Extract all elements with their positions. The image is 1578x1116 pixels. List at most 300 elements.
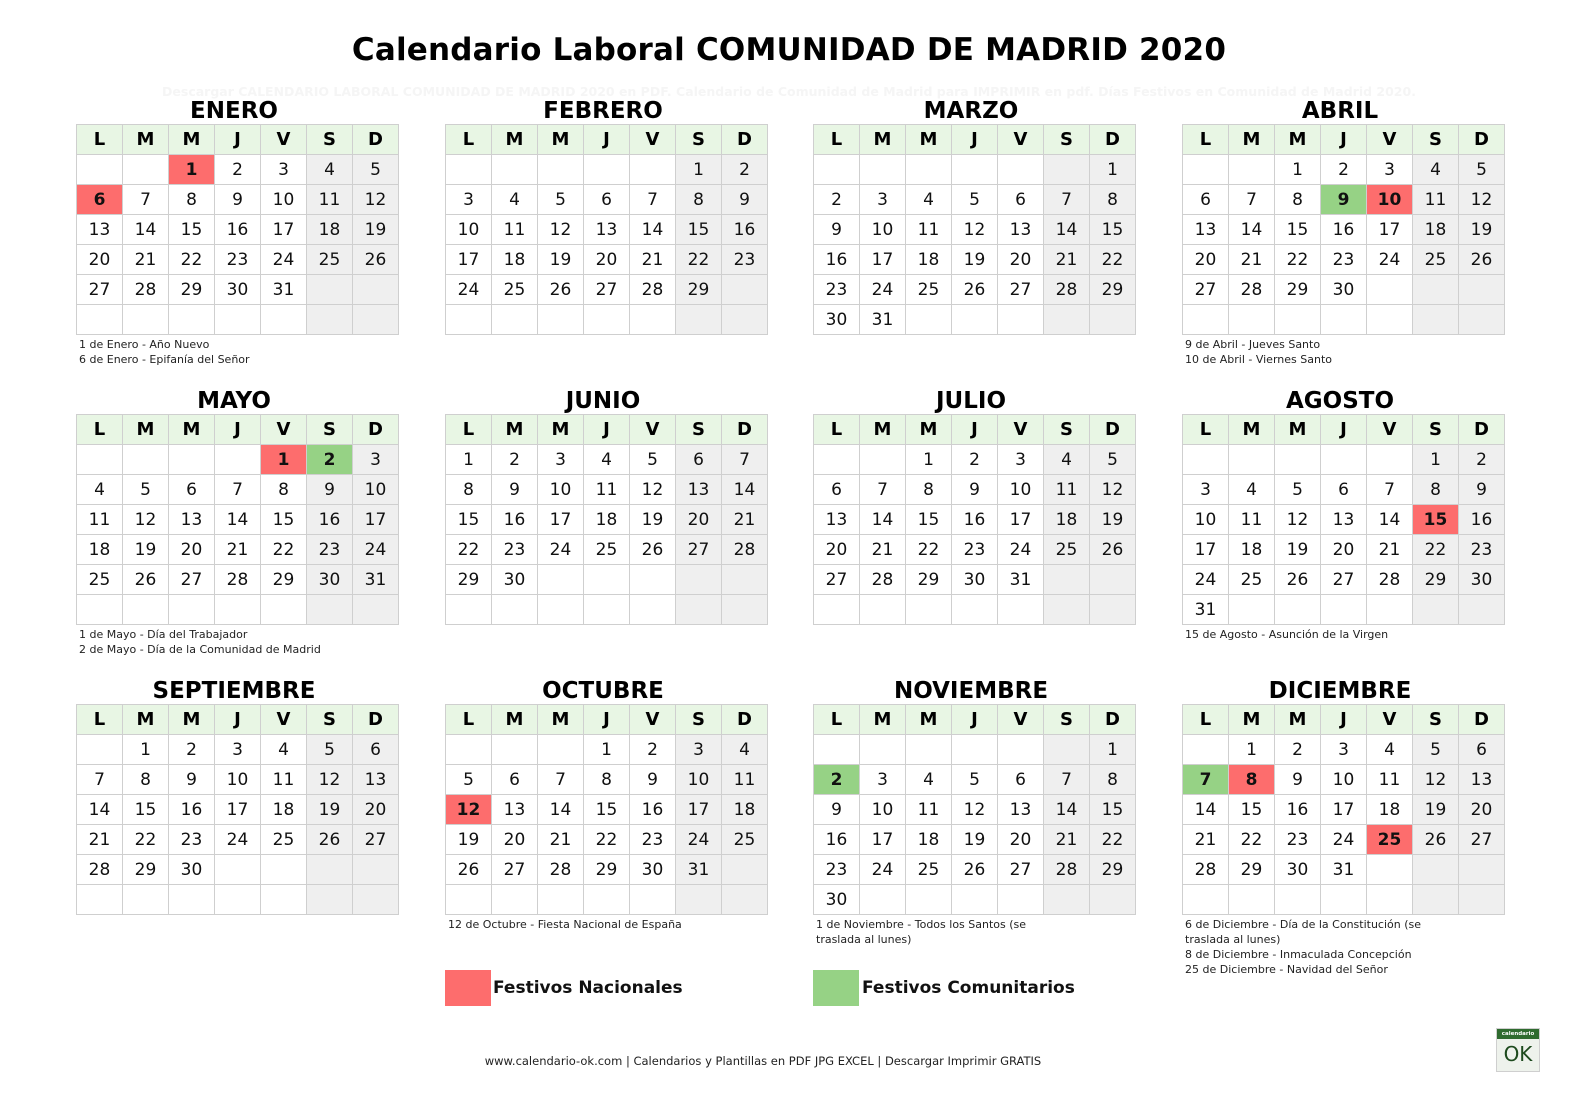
day-cell: 10 — [860, 795, 906, 825]
empty-cell — [307, 275, 353, 305]
empty-cell — [906, 305, 952, 335]
week-row — [1183, 215, 1505, 245]
holiday-note: 1 de Enero - Año Nuevo — [79, 338, 210, 351]
day-cell: 24 — [1321, 825, 1367, 855]
empty-cell — [353, 595, 399, 625]
month-name: DICIEMBRE — [1268, 678, 1412, 704]
month-name: FEBRERO — [543, 98, 663, 124]
week-row — [814, 735, 1136, 765]
national-holiday-swatch — [445, 970, 491, 1006]
month-name: JULIO — [936, 388, 1006, 414]
empty-cell — [215, 855, 261, 885]
day-cell: 1 — [584, 735, 630, 765]
day-cell-national-holiday: 1 — [169, 155, 215, 185]
day-cell: 17 — [353, 505, 399, 535]
empty-cell — [169, 445, 215, 475]
day-cell: 13 — [676, 475, 722, 505]
day-cell-national-holiday: 25 — [1367, 825, 1413, 855]
day-cell: 4 — [77, 475, 123, 505]
empty-cell — [77, 155, 123, 185]
empty-cell — [446, 735, 492, 765]
day-cell: 17 — [215, 795, 261, 825]
day-cell-regional-holiday: 9 — [1321, 185, 1367, 215]
empty-cell — [446, 305, 492, 335]
empty-cell — [261, 305, 307, 335]
day-cell: 28 — [1183, 855, 1229, 885]
week-row — [814, 765, 1136, 795]
day-cell: 28 — [1044, 855, 1090, 885]
week-row — [1183, 305, 1505, 335]
empty-cell — [584, 595, 630, 625]
day-cell: 29 — [1090, 275, 1136, 305]
empty-cell — [814, 735, 860, 765]
weekday-header: J — [215, 125, 261, 155]
empty-cell — [630, 305, 676, 335]
month-name: ABRIL — [1301, 98, 1379, 124]
weekday-header: L — [446, 125, 492, 155]
week-row — [1183, 565, 1505, 595]
day-cell: 26 — [307, 825, 353, 855]
calendario-ok-logo[interactable] — [1496, 1028, 1540, 1072]
day-cell: 27 — [492, 855, 538, 885]
day-cell: 27 — [1459, 825, 1505, 855]
month-name: SEPTIEMBRE — [152, 678, 316, 704]
day-cell: 31 — [676, 855, 722, 885]
day-cell: 7 — [722, 445, 768, 475]
day-cell: 10 — [998, 475, 1044, 505]
weekday-header: J — [584, 415, 630, 445]
day-cell: 15 — [1090, 795, 1136, 825]
week-row — [1183, 765, 1505, 795]
day-cell: 24 — [676, 825, 722, 855]
day-cell: 11 — [1229, 505, 1275, 535]
weekday-header: M — [123, 125, 169, 155]
day-cell: 9 — [492, 475, 538, 505]
day-cell: 11 — [722, 765, 768, 795]
week-row — [446, 475, 768, 505]
empty-cell — [998, 155, 1044, 185]
empty-cell — [952, 595, 998, 625]
day-cell: 23 — [814, 855, 860, 885]
weekday-header: J — [215, 415, 261, 445]
weekday-header: S — [1044, 125, 1090, 155]
day-cell: 19 — [1413, 795, 1459, 825]
week-row — [77, 245, 399, 275]
weekday-header: S — [1413, 705, 1459, 735]
empty-cell — [952, 735, 998, 765]
day-cell: 21 — [215, 535, 261, 565]
weekday-header: L — [814, 705, 860, 735]
day-cell: 1 — [1413, 445, 1459, 475]
empty-cell — [1229, 445, 1275, 475]
day-cell: 31 — [261, 275, 307, 305]
weekday-header: V — [630, 125, 676, 155]
day-cell-national-holiday: 15 — [1413, 505, 1459, 535]
holiday-note: 10 de Abril - Viernes Santo — [1185, 353, 1332, 366]
weekday-header: M — [492, 705, 538, 735]
day-cell: 16 — [630, 795, 676, 825]
day-cell: 18 — [261, 795, 307, 825]
day-cell: 9 — [814, 215, 860, 245]
day-cell: 4 — [1367, 735, 1413, 765]
weekday-header: S — [1413, 415, 1459, 445]
day-cell: 14 — [860, 505, 906, 535]
day-cell: 6 — [998, 765, 1044, 795]
day-cell: 18 — [307, 215, 353, 245]
week-row — [1183, 825, 1505, 855]
day-cell: 10 — [261, 185, 307, 215]
month-table — [813, 414, 1136, 625]
empty-cell — [1090, 885, 1136, 915]
day-cell: 5 — [307, 735, 353, 765]
day-cell: 26 — [952, 855, 998, 885]
week-row — [77, 505, 399, 535]
month-septiembre — [76, 678, 392, 915]
empty-cell — [307, 595, 353, 625]
day-cell: 17 — [446, 245, 492, 275]
holiday-note: 6 de Diciembre - Día de la Constitución (se — [1185, 918, 1422, 931]
day-cell: 15 — [261, 505, 307, 535]
day-cell: 18 — [1229, 535, 1275, 565]
week-row — [446, 505, 768, 535]
empty-cell — [1367, 885, 1413, 915]
day-cell: 19 — [538, 245, 584, 275]
holiday-notes — [1182, 627, 1498, 642]
empty-cell — [492, 595, 538, 625]
day-cell: 23 — [630, 825, 676, 855]
empty-cell — [1229, 305, 1275, 335]
day-cell: 11 — [1367, 765, 1413, 795]
weekday-header: M — [538, 705, 584, 735]
weekday-header: L — [814, 125, 860, 155]
day-cell: 16 — [169, 795, 215, 825]
day-cell: 2 — [814, 185, 860, 215]
holiday-note: 1 de Noviembre - Todos los Santos (se — [816, 918, 1027, 931]
holiday-note: 6 de Enero - Epifanía del Señor — [79, 353, 250, 366]
day-cell: 20 — [584, 245, 630, 275]
week-row — [77, 445, 399, 475]
day-cell: 10 — [676, 765, 722, 795]
day-cell: 28 — [77, 855, 123, 885]
month-name: AGOSTO — [1285, 388, 1395, 414]
day-cell: 14 — [215, 505, 261, 535]
day-cell: 9 — [215, 185, 261, 215]
weekday-header: L — [446, 415, 492, 445]
empty-cell — [1183, 885, 1229, 915]
holiday-notes — [76, 337, 392, 367]
empty-cell — [676, 595, 722, 625]
day-cell: 22 — [1090, 825, 1136, 855]
week-row — [814, 155, 1136, 185]
day-cell: 6 — [353, 735, 399, 765]
weekday-header: S — [1044, 705, 1090, 735]
day-cell: 10 — [446, 215, 492, 245]
day-cell: 29 — [446, 565, 492, 595]
day-cell: 17 — [998, 505, 1044, 535]
day-cell: 21 — [77, 825, 123, 855]
empty-cell — [538, 305, 584, 335]
day-cell: 31 — [860, 305, 906, 335]
empty-cell — [1090, 595, 1136, 625]
month-julio — [813, 388, 1129, 625]
empty-cell — [906, 595, 952, 625]
day-cell: 8 — [1275, 185, 1321, 215]
day-cell: 15 — [584, 795, 630, 825]
week-row — [814, 505, 1136, 535]
holiday-note: 9 de Abril - Jueves Santo — [1185, 338, 1321, 351]
empty-cell — [1044, 155, 1090, 185]
empty-cell — [722, 275, 768, 305]
day-cell: 30 — [169, 855, 215, 885]
week-row — [77, 825, 399, 855]
day-cell: 23 — [169, 825, 215, 855]
day-cell: 17 — [860, 825, 906, 855]
day-cell: 11 — [1413, 185, 1459, 215]
empty-cell — [538, 155, 584, 185]
day-cell: 15 — [446, 505, 492, 535]
weekday-header: M — [1229, 705, 1275, 735]
day-cell: 29 — [169, 275, 215, 305]
weekday-header: D — [1459, 705, 1505, 735]
day-cell: 5 — [952, 185, 998, 215]
empty-cell — [353, 305, 399, 335]
day-cell: 14 — [722, 475, 768, 505]
weekday-header: L — [1183, 415, 1229, 445]
weekday-header: L — [1183, 705, 1229, 735]
empty-cell — [538, 595, 584, 625]
day-cell: 4 — [492, 185, 538, 215]
empty-cell — [77, 885, 123, 915]
day-cell: 21 — [860, 535, 906, 565]
week-row — [446, 275, 768, 305]
week-row — [77, 155, 399, 185]
weekday-header: D — [353, 415, 399, 445]
day-cell: 5 — [630, 445, 676, 475]
day-cell: 3 — [353, 445, 399, 475]
empty-cell — [584, 885, 630, 915]
day-cell: 22 — [1275, 245, 1321, 275]
national-holiday-label: Festivos Nacionales — [493, 978, 683, 998]
holiday-note: 15 de Agosto - Asunción de la Virgen — [1185, 628, 1389, 641]
day-cell: 17 — [676, 795, 722, 825]
weekday-header: V — [998, 415, 1044, 445]
week-row — [814, 535, 1136, 565]
day-cell: 27 — [77, 275, 123, 305]
day-cell: 1 — [1090, 735, 1136, 765]
day-cell: 18 — [1044, 505, 1090, 535]
weekday-header: D — [1090, 705, 1136, 735]
day-cell: 10 — [538, 475, 584, 505]
day-cell: 22 — [1413, 535, 1459, 565]
weekday-header: M — [906, 415, 952, 445]
weekday-header: V — [261, 415, 307, 445]
day-cell: 10 — [1321, 765, 1367, 795]
weekday-header: J — [584, 125, 630, 155]
day-cell: 20 — [1321, 535, 1367, 565]
week-row — [446, 245, 768, 275]
empty-cell — [1321, 595, 1367, 625]
day-cell: 13 — [77, 215, 123, 245]
day-cell: 5 — [446, 765, 492, 795]
empty-cell — [77, 735, 123, 765]
month-name: JUNIO — [565, 388, 641, 414]
day-cell: 23 — [952, 535, 998, 565]
day-cell: 23 — [492, 535, 538, 565]
day-cell: 15 — [1090, 215, 1136, 245]
day-cell: 27 — [998, 275, 1044, 305]
day-cell: 20 — [814, 535, 860, 565]
day-cell: 19 — [1459, 215, 1505, 245]
empty-cell — [1183, 445, 1229, 475]
day-cell: 13 — [492, 795, 538, 825]
month-noviembre — [813, 678, 1129, 947]
day-cell: 2 — [492, 445, 538, 475]
week-row — [814, 275, 1136, 305]
week-row — [77, 215, 399, 245]
empty-cell — [1044, 885, 1090, 915]
day-cell: 29 — [1275, 275, 1321, 305]
weekday-header: S — [1413, 125, 1459, 155]
empty-cell — [1367, 445, 1413, 475]
day-cell: 21 — [1367, 535, 1413, 565]
day-cell: 30 — [1275, 855, 1321, 885]
day-cell: 4 — [906, 185, 952, 215]
day-cell: 13 — [169, 505, 215, 535]
day-cell: 24 — [261, 245, 307, 275]
holiday-note: 2 de Mayo - Día de la Comunidad de Madrid — [79, 643, 321, 656]
month-diciembre — [1182, 678, 1498, 977]
day-cell: 22 — [123, 825, 169, 855]
day-cell: 27 — [584, 275, 630, 305]
empty-cell — [1044, 565, 1090, 595]
day-cell-national-holiday: 12 — [446, 795, 492, 825]
month-table — [76, 124, 399, 335]
empty-cell — [998, 735, 1044, 765]
week-row — [814, 215, 1136, 245]
week-row — [77, 565, 399, 595]
day-cell: 1 — [906, 445, 952, 475]
day-cell: 4 — [1044, 445, 1090, 475]
day-cell: 18 — [584, 505, 630, 535]
empty-cell — [952, 155, 998, 185]
day-cell: 17 — [538, 505, 584, 535]
weekday-header: J — [952, 415, 998, 445]
month-agosto — [1182, 388, 1498, 642]
day-cell: 12 — [952, 795, 998, 825]
week-row — [77, 855, 399, 885]
day-cell: 6 — [676, 445, 722, 475]
empty-cell — [123, 885, 169, 915]
week-row — [446, 215, 768, 245]
weekday-header: D — [722, 125, 768, 155]
weekday-header: M — [860, 415, 906, 445]
day-cell: 7 — [1044, 185, 1090, 215]
day-cell: 1 — [123, 735, 169, 765]
empty-cell — [1275, 885, 1321, 915]
empty-cell — [584, 305, 630, 335]
week-row — [77, 765, 399, 795]
week-row — [77, 535, 399, 565]
day-cell: 22 — [584, 825, 630, 855]
day-cell: 10 — [353, 475, 399, 505]
week-row — [77, 735, 399, 765]
day-cell: 25 — [307, 245, 353, 275]
day-cell: 8 — [1090, 765, 1136, 795]
day-cell: 24 — [538, 535, 584, 565]
day-cell: 24 — [860, 275, 906, 305]
empty-cell — [630, 595, 676, 625]
day-cell: 10 — [215, 765, 261, 795]
week-row — [446, 855, 768, 885]
week-row — [446, 765, 768, 795]
day-cell: 23 — [722, 245, 768, 275]
week-row — [77, 185, 399, 215]
day-cell: 22 — [676, 245, 722, 275]
holiday-note: 8 de Diciembre - Inmaculada Concepción — [1185, 948, 1412, 961]
week-row — [446, 795, 768, 825]
day-cell: 13 — [1183, 215, 1229, 245]
day-cell: 25 — [1229, 565, 1275, 595]
day-cell: 17 — [1367, 215, 1413, 245]
day-cell: 22 — [1090, 245, 1136, 275]
weekday-header: S — [1044, 415, 1090, 445]
empty-cell — [1275, 595, 1321, 625]
empty-cell — [538, 735, 584, 765]
day-cell: 26 — [538, 275, 584, 305]
month-table — [813, 704, 1136, 915]
day-cell: 22 — [1229, 825, 1275, 855]
day-cell: 5 — [538, 185, 584, 215]
week-row — [814, 445, 1136, 475]
day-cell: 5 — [952, 765, 998, 795]
week-row — [446, 305, 768, 335]
day-cell: 28 — [630, 275, 676, 305]
weekday-header: J — [952, 705, 998, 735]
day-cell: 23 — [215, 245, 261, 275]
day-cell: 30 — [1459, 565, 1505, 595]
empty-cell — [307, 305, 353, 335]
empty-cell — [215, 885, 261, 915]
day-cell: 7 — [215, 475, 261, 505]
day-cell: 3 — [860, 765, 906, 795]
day-cell: 7 — [1229, 185, 1275, 215]
day-cell: 5 — [353, 155, 399, 185]
day-cell: 31 — [998, 565, 1044, 595]
day-cell: 31 — [1183, 595, 1229, 625]
day-cell: 24 — [860, 855, 906, 885]
empty-cell — [906, 155, 952, 185]
day-cell: 12 — [538, 215, 584, 245]
day-cell: 3 — [1367, 155, 1413, 185]
week-row — [814, 565, 1136, 595]
empty-cell — [492, 885, 538, 915]
empty-cell — [722, 885, 768, 915]
day-cell: 25 — [1413, 245, 1459, 275]
day-cell: 8 — [123, 765, 169, 795]
day-cell: 29 — [1413, 565, 1459, 595]
weekday-header: M — [123, 415, 169, 445]
weekday-header: M — [123, 705, 169, 735]
month-table — [1182, 124, 1505, 335]
weekday-header: M — [492, 125, 538, 155]
empty-cell — [1413, 305, 1459, 335]
day-cell: 18 — [77, 535, 123, 565]
day-cell: 30 — [215, 275, 261, 305]
day-cell: 27 — [353, 825, 399, 855]
empty-cell — [169, 305, 215, 335]
holiday-notes — [1182, 337, 1498, 367]
empty-cell — [1367, 595, 1413, 625]
